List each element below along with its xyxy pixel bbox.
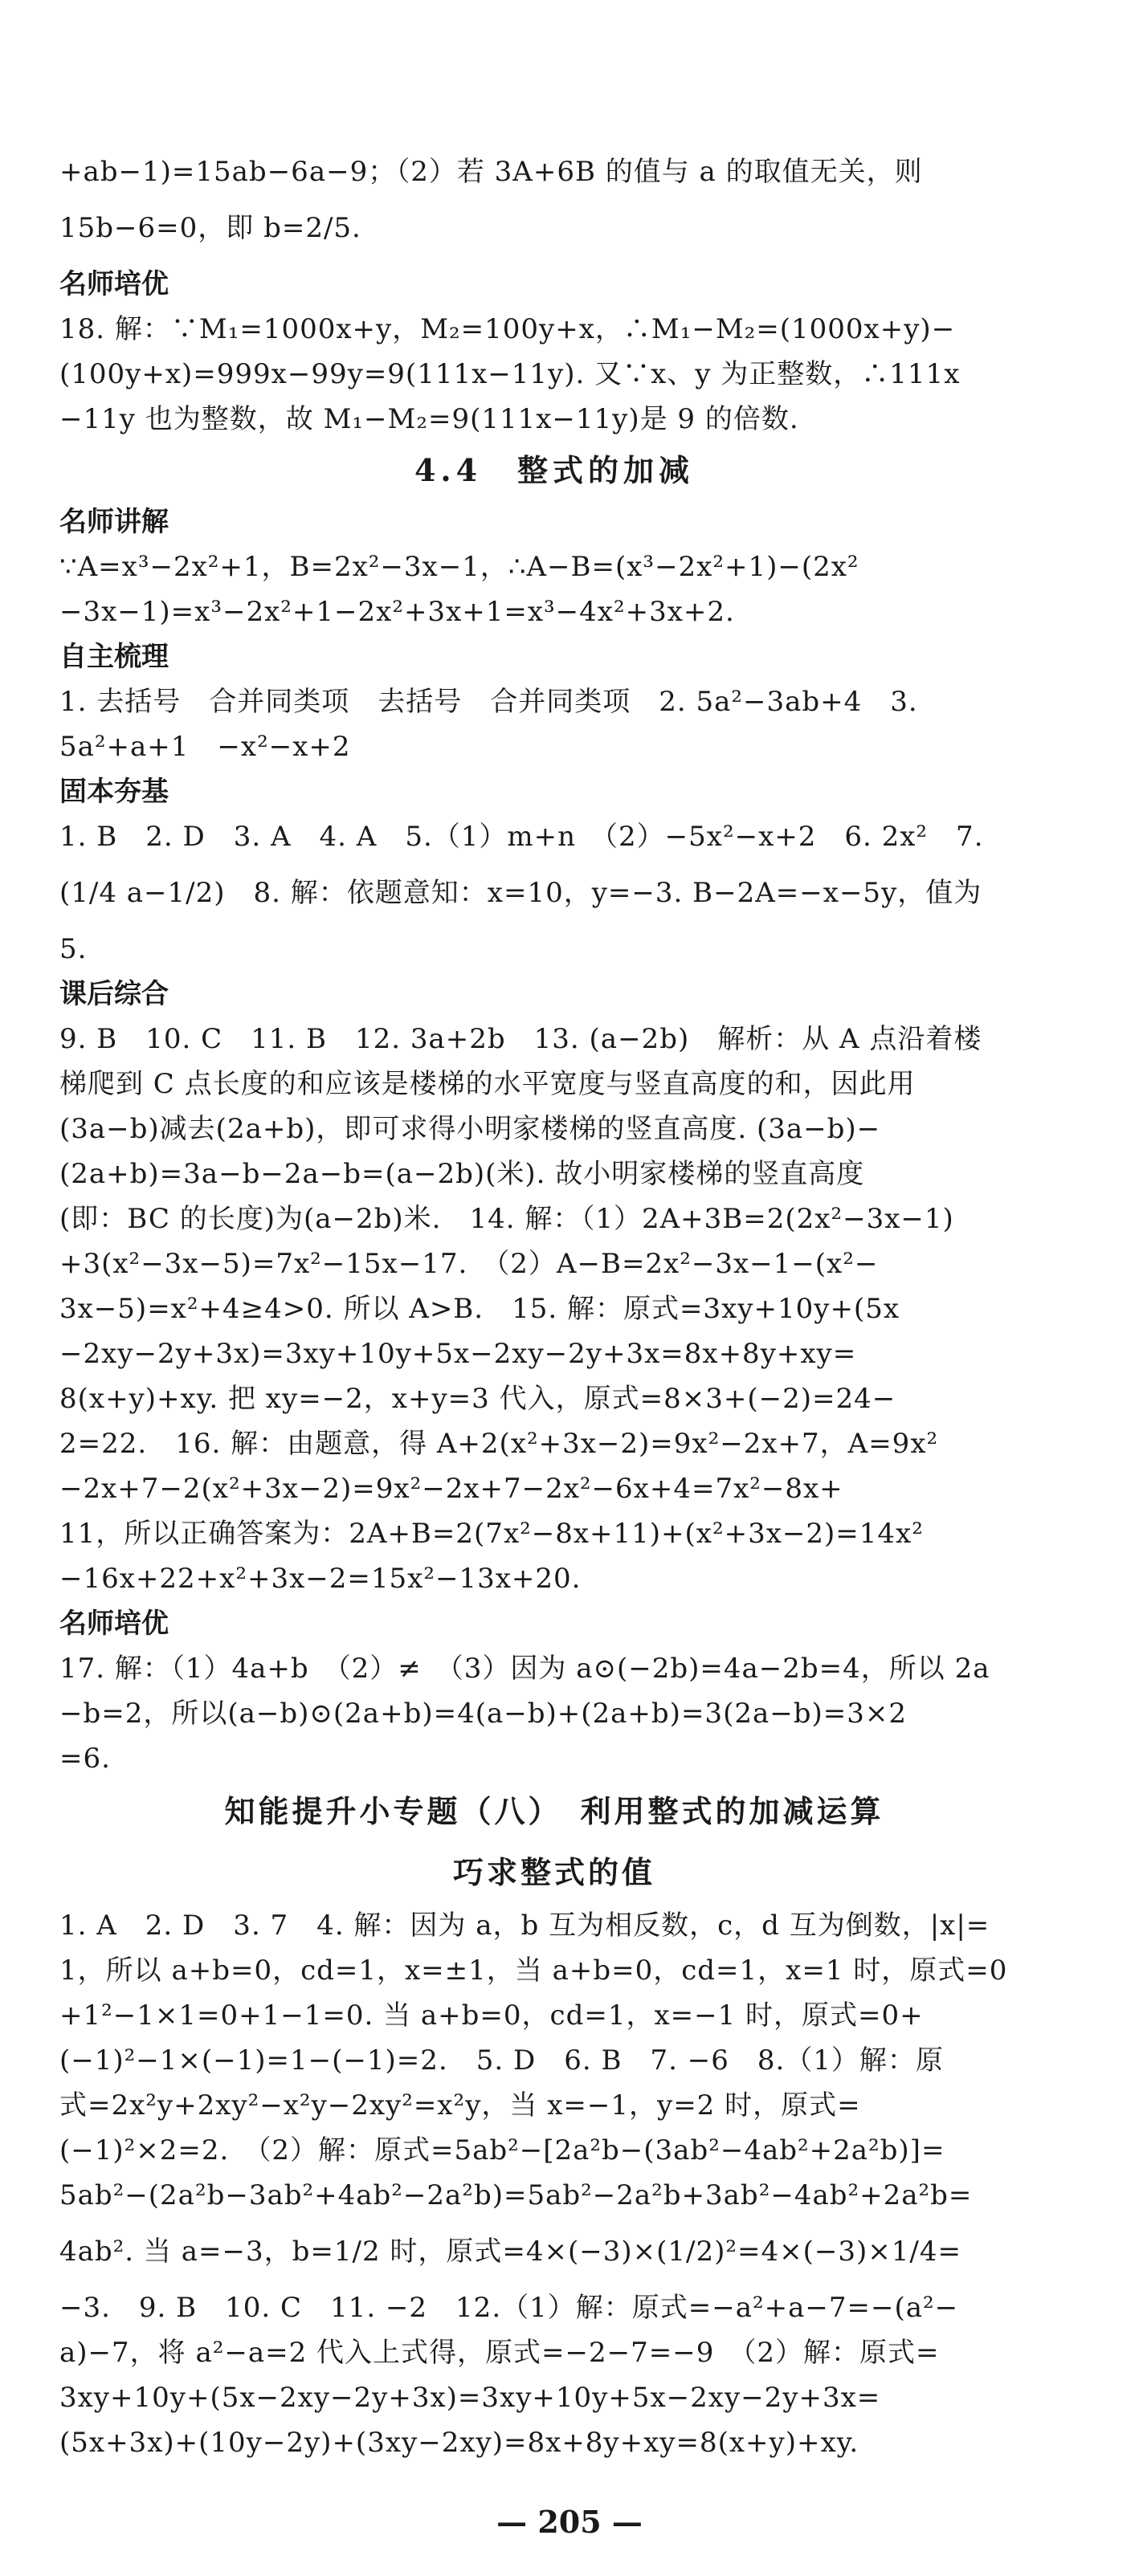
section-heading: 名师培优 [59, 268, 169, 300]
text-line: 11，所以正确答案为：2A+B=2(7x²−8x+11)+(x²+3x−2)=14x² [59, 1518, 924, 1550]
page-number: — 205 — [496, 2504, 643, 2540]
text-line: −2xy−2y+3x)=3xy+10y+5x−2xy−2y+3x=8x+8y+xy= [59, 1338, 857, 1370]
text-line: 3x−5)=x²+4≥4>0. 所以 A>B. 15. 解：原式=3xy+10y+(5x [59, 1293, 900, 1325]
text-line: 5ab²−(2a²b−3ab²+4ab²−2a²b)=5ab²−2a²b+3ab²−4ab²+2a²b= [59, 2179, 973, 2211]
text-line: ∵A=x³−2x²+1，B=2x²−3x−1，∴A−B=(x³−2x²+1)−(2x² [59, 551, 859, 583]
text-line: 18. 解：∵M₁=1000x+y，M₂=100y+x，∴M₁−M₂=(1000x+y)− [59, 313, 956, 345]
text-line: +3(x²−3x−5)=7x²−15x−17. （2）A−B=2x²−3x−1−(x²− [59, 1248, 879, 1280]
text-line: 17. 解：（1）4a+b （2）≠ （3）因为 a⊙(−2b)=4a−2b=4，所以 2a [59, 1653, 990, 1685]
text-line: (即：BC 的长度)为(a−2b)米. 14. 解：（1）2A+3B=2(2x²−3x−1) [59, 1203, 954, 1235]
text-line: 2=22. 16. 解：由题意，得 A+2(x²+3x−2)=9x²−2x+7，A=9x² [59, 1428, 939, 1460]
text-line: 梯爬到 C 点长度的和应该是楼梯的水平宽度与竖直高度的和，因此用 [59, 1068, 916, 1100]
text-line: 1. A 2. D 3. 7 4. 解：因为 a，b 互为相反数，c，d 互为倒数，|x|= [59, 1910, 990, 1942]
text-line: 8(x+y)+xy. 把 xy=−2，x+y=3 代入，原式=8×3+(−2)=24− [59, 1383, 896, 1415]
section-heading: 固本夯基 [59, 776, 169, 808]
text-line: 1. 去括号 合并同类项 去括号 合并同类项 2. 5a²−3ab+4 3. [59, 686, 918, 718]
text-line: +1²−1×1=0+1−1=0. 当 a+b=0，cd=1，x=−1 时，原式=0+ [59, 1999, 924, 2032]
text-line: 9. B 10. C 11. B 12. 3a+2b 13. (a−2b) 解析：从 A 点沿着楼 [59, 1023, 982, 1055]
text-line: (−1)²×2=2. （2）解：原式=5ab²−[2a²b−(3ab²−4ab²+2a²b)]= [59, 2134, 945, 2166]
text-line: −b=2，所以(a−b)⊙(2a+b)=4(a−b)+(2a+b)=3(2a−b)=3×2 [59, 1698, 907, 1730]
section-heading: 自主梳理 [59, 641, 169, 673]
text-line: 1. B 2. D 3. A 4. A 5.（1）m+n （2）−5x²−x+2 6. 2x² 7. [59, 821, 984, 853]
topic-title: 知能提升小专题（八） 利用整式的加减运算 [224, 1794, 884, 1829]
text-line: −2x+7−2(x²+3x−2)=9x²−2x+7−2x²−6x+4=7x²−8x+ [59, 1473, 843, 1505]
text-line: =6. [59, 1742, 111, 1775]
text-line: 5. [59, 933, 88, 965]
text-line: 1，所以 a+b=0，cd=1，x=±1，当 a+b=0，cd=1，x=1 时，原式=0 [59, 1954, 1008, 1987]
text-line: (3a−b)减去(2a+b)，即可求得小明家楼梯的竖直高度. (3a−b)− [59, 1113, 881, 1145]
text-line: +ab−1)=15ab−6a−9；（2）若 3A+6B 的值与 a 的取值无关，则 [59, 156, 923, 188]
section-heading: 名师培优 [59, 1608, 169, 1640]
text-line: 4ab². 当 a=−3，b=1/2 时，原式=4×(−3)×(1/2)²=4×(−3)×1/4= [59, 2236, 961, 2268]
text-line: −11y 也为整数，故 M₁−M₂=9(111x−11y)是 9 的倍数. [59, 403, 799, 435]
answer-content [59, 149, 1049, 2465]
text-line: 式=2x²y+2xy²−x²y−2xy²=x²y，当 x=−1，y=2 时，原式= [59, 2089, 861, 2122]
text-line: −16x+22+x²+3x−2=15x²−13x+20. [59, 1563, 582, 1595]
text-line: 3xy+10y+(5x−2xy−2y+3x)=3xy+10y+5x−2xy−2y+3x= [59, 2382, 881, 2414]
text-line: (100y+x)=999x−99y=9(111x−11y). 又∵x、y 为正整数，∴111x [59, 358, 961, 390]
text-line: (2a+b)=3a−b−2a−b=(a−2b)(米). 故小明家楼梯的竖直高度 [59, 1158, 865, 1190]
text-line: (−1)²−1×(−1)=1−(−1)=2. 5. D 6. B 7. −6 8.（1）解：原 [59, 2044, 944, 2077]
section-heading: 名师讲解 [59, 506, 169, 538]
text-line: (5x+3x)+(10y−2y)+(3xy−2xy)=8x+8y+xy=8(x+y)+xy. [59, 2427, 859, 2459]
text-line: a)−7，将 a²−a=2 代入上式得，原式=−2−7=−9 （2）解：原式= [59, 2337, 940, 2369]
section-heading: 课后综合 [59, 978, 169, 1010]
text-line: −3x−1)=x³−2x²+1−2x²+3x+1=x³−4x²+3x+2. [59, 596, 735, 628]
text-line: −3. 9. B 10. C 11. −2 12.（1）解：原式=−a²+a−7=−(a²− [59, 2292, 959, 2324]
text-line: 5a²+a+1 −x²−x+2 [59, 731, 351, 763]
section-title: 4.4 整式的加减 [414, 452, 695, 488]
text-line: (1/4 a−1/2) 8. 解：依题意知：x=10，y=−3. B−2A=−x−5y，值为 [59, 877, 982, 909]
topic-title: 巧求整式的值 [452, 1855, 655, 1890]
text-line: 15b−6=0，即 b=2/5. [59, 212, 361, 244]
